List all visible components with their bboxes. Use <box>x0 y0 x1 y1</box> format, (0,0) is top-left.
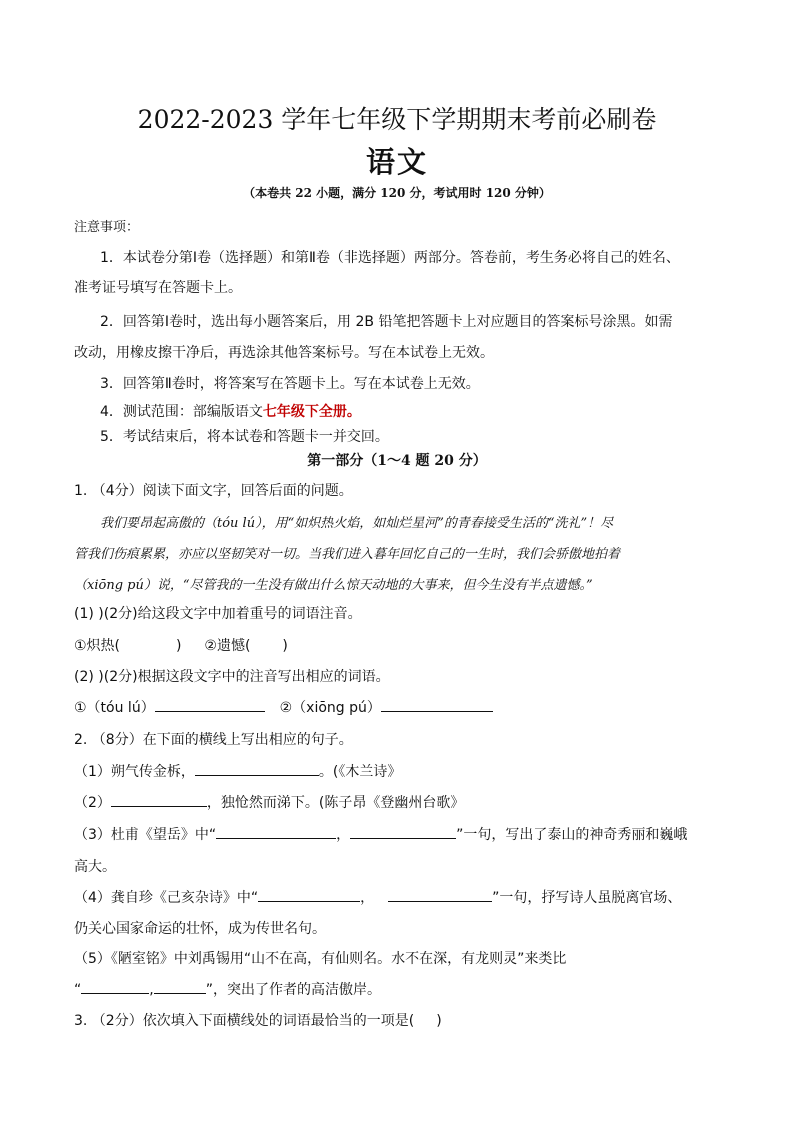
q2-line-4-rest: ”一句，抒写诗人虽脱离官场、 <box>492 890 682 906</box>
q2-line-5-cont <box>74 979 381 999</box>
q1-sub1-item-a: ①炽热( <box>74 638 121 654</box>
q2-line-1-source: 。(《木兰诗》 <box>318 764 402 780</box>
q1-sub1-answers <box>74 635 288 655</box>
q2-line-4 <box>74 887 681 907</box>
subject-title: 语文 <box>365 145 428 179</box>
q1-sub2-answers <box>74 697 493 717</box>
q3-stem: 3. （2分）依次填入下面横线处的词语最恰当的一项是( <box>74 1013 415 1029</box>
q2-line-4-comma: ， <box>360 890 375 906</box>
instruction-1-line-1: 1．本试卷分第Ⅰ卷（选择题）和第Ⅱ卷（非选择题）两部分。答卷前，考生务必将自己的姓名、 <box>100 250 680 266</box>
instruction-3: 3．回答第Ⅱ卷时，将答案写在答题卡上。写在本试卷上无效。 <box>100 376 480 392</box>
q1-sub1-item-b: ②遗憾( <box>204 638 251 654</box>
q2-line-5-comma: , <box>149 982 154 998</box>
q1-passage-line-1: 我们要昂起高傲的（tóu lú），用“如炽热火焰，如灿烂星河”的青春接受生活的“洗礼”！尽 <box>100 516 614 531</box>
q2-line-4-cont: 仍关心国家命运的壮怀，成为传世名句。 <box>74 921 326 937</box>
instruction-2-line-1: 2．回答第Ⅰ卷时，选出每小题答案后，用 2B 铅笔把答题卡上对应题目的答案标号涂黑。如需 <box>100 314 673 330</box>
q2-line-3-text: （3）杜甫《望岳》中“ <box>74 827 217 843</box>
instruction-4-text: 4．测试范围：部编版语文 <box>100 404 263 420</box>
q2-line-5-rest: ”，突出了作者的高洁傲岸。 <box>205 982 381 998</box>
q3-close: ) <box>436 1013 442 1029</box>
q1-passage-line-3: （xiōng pú）说，“尽管我的一生没有做出什么惊天动地的大事来，但今生没有半点遗憾。” <box>74 578 593 593</box>
q2-blank-4b[interactable] <box>388 889 492 902</box>
q2-line-1-text: （1）朔气传金柝， <box>74 764 195 780</box>
instruction-4-scope: 七年级下全册。 <box>262 404 361 420</box>
q2-blank-2[interactable] <box>111 794 207 807</box>
q2-line-2-num: （2） <box>74 795 111 811</box>
q2-blank-1[interactable] <box>195 763 319 776</box>
q1-sub2-item-b: ②（xiōng pú） <box>279 700 381 716</box>
q2-line-5: （5）《陋室铭》中刘禹锡用“山不在高，有仙则名。水不在深，有龙则灵”来类比 <box>74 951 567 967</box>
q2-line-2-text: ，独怆然而涕下。(陈子昂《登幽州台歌》 <box>206 795 465 811</box>
q3-stem-line <box>74 1010 442 1030</box>
q2-line-1 <box>74 761 401 781</box>
instruction-2-line-2: 改动，用橡皮擦干净后，再选涂其他答案标号。写在本试卷上无效。 <box>74 345 494 361</box>
q1-sub2-item-a: ①（tóu lú） <box>74 700 155 716</box>
q1-sub2-blank-a[interactable] <box>155 699 265 712</box>
instruction-5: 5．考试结束后，将本试卷和答题卡一并交回。 <box>100 429 389 445</box>
q2-blank-5a[interactable] <box>81 981 149 994</box>
q2-blank-3b[interactable] <box>350 826 456 839</box>
q1-sub2-blank-b[interactable] <box>381 699 493 712</box>
q2-line-3 <box>74 824 687 844</box>
q2-blank-4a[interactable] <box>258 889 360 902</box>
q1-sub1-close-b: ) <box>282 638 288 654</box>
q2-blank-5b[interactable] <box>154 981 206 994</box>
q2-blank-3a[interactable] <box>216 826 336 839</box>
q1-sub1-close-a: ) <box>176 638 182 654</box>
q2-line-4-text: （4）龚自珍《己亥杂诗》中“ <box>74 890 259 906</box>
q2-line-3-comma: ， <box>336 827 351 843</box>
exam-note: （本卷共 22 小题，满分 120 分，考试用时 120 分钟） <box>243 186 551 200</box>
instruction-1-line-2: 准考证号填写在答题卡上。 <box>74 280 242 296</box>
q2-line-3-rest: ”一句，写出了泰山的神奇秀丽和巍峨 <box>456 827 688 843</box>
q1-stem: 1. （4分）阅读下面文字，回答后面的问题。 <box>74 483 353 499</box>
instruction-4 <box>100 401 361 421</box>
exam-title: 2022-2023 学年七年级下学期期末考前必刷卷 <box>137 105 657 134</box>
q2-line-2 <box>74 792 464 812</box>
q2-line-3-cont: 高大。 <box>74 859 116 875</box>
instructions-heading: 注意事项： <box>74 220 140 235</box>
q1-sub1: (1) )(2分)给这段文字中加着重号的词语注音。 <box>74 606 362 622</box>
q1-passage-line-2: 管我们伤痕累累，亦应以坚韧笑对一切。当我们进入暮年回忆自己的一生时，我们会骄傲地拍着 <box>74 547 621 562</box>
q2-stem: 2. （8分）在下面的横线上写出相应的句子。 <box>74 732 353 748</box>
q1-sub2: (2) )(2分)根据这段文字中的注音写出相应的词语。 <box>74 669 390 685</box>
q2-line-5-open-quote: “ <box>74 982 82 998</box>
part1-heading: 第一部分（1～4 题 20 分） <box>307 453 487 469</box>
